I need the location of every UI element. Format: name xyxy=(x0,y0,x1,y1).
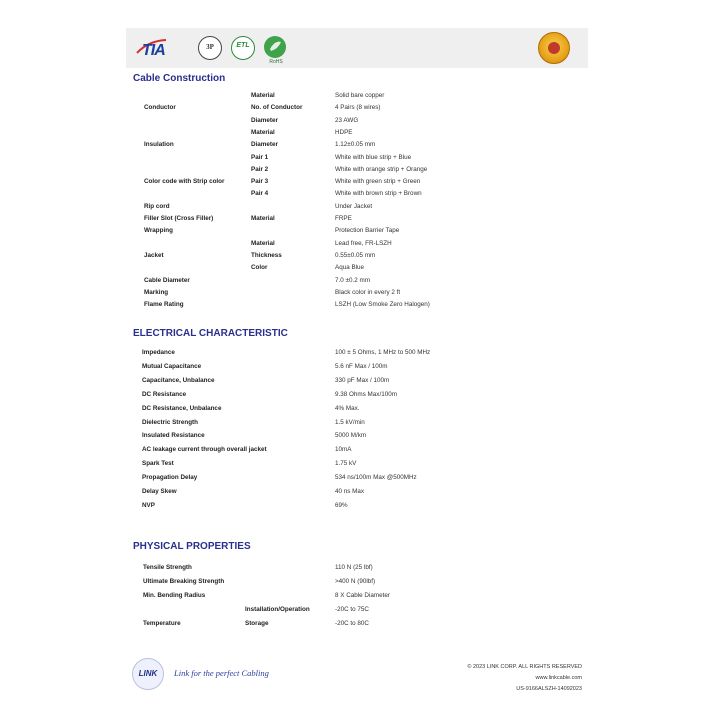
row-value: 1.12±0.05 mm xyxy=(335,141,376,149)
datasheet-page xyxy=(126,28,588,698)
rohs-icon xyxy=(264,36,286,58)
row-sub-label: Thickness xyxy=(251,251,282,259)
row-sub-label: Pair 1 xyxy=(251,153,269,161)
row-sub-label: Material xyxy=(251,92,275,99)
row-value: 23 AWG xyxy=(335,116,359,124)
link-logo xyxy=(132,658,164,690)
row-label: Insulation xyxy=(144,141,174,149)
row-sub-label: Installation/Operation xyxy=(245,605,310,613)
row-label: Tensile Strength xyxy=(143,564,192,571)
row-value: 4% Max. xyxy=(335,404,360,412)
header-band xyxy=(126,28,588,68)
row-label: DC Resistance, Unbalance xyxy=(142,404,222,412)
row-sub-label: Storage xyxy=(245,619,269,627)
row-value: Under Jacket xyxy=(335,202,373,210)
row-value: Solid bare copper xyxy=(335,92,385,99)
row-label: Jacket xyxy=(144,251,164,259)
row-value: 7.0 ±0.2 mm xyxy=(335,276,370,284)
third-party-badge xyxy=(198,36,222,60)
physical-title: PHYSICAL PROPERTIES xyxy=(133,541,251,552)
row-label: Wrapping xyxy=(144,227,173,235)
row-sub-label: Pair 3 xyxy=(251,178,269,186)
row-label: Temperature xyxy=(143,619,181,627)
row-label: Color code with Strip color xyxy=(144,178,225,186)
row-label: Mutual Capacitance xyxy=(142,362,202,370)
row-value: Aqua Blue xyxy=(335,264,365,272)
row-value: -20C to 80C xyxy=(335,619,369,627)
row-label: AC leakage current through overall jacket xyxy=(142,446,267,454)
row-value: -20C to 75C xyxy=(335,605,369,613)
row-label: Spark Test xyxy=(142,460,174,468)
electrical-title: ELECTRICAL CHARACTERISTIC xyxy=(133,328,288,339)
row-sub-label: No. of Conductor xyxy=(251,104,303,112)
row-label: Ultimate Breaking Strength xyxy=(143,577,225,585)
link-logo-text: LINK xyxy=(138,669,158,678)
row-sub-label: Diameter xyxy=(251,141,278,149)
row-value: LSZH (Low Smoke Zero Halogen) xyxy=(335,301,430,309)
third-party-badge-text: 3P xyxy=(206,43,214,51)
row-value: 9.38 Ohms Max/100m xyxy=(335,390,397,398)
row-value: Lead free, FR-LSZH xyxy=(335,239,392,247)
row-value: Black color in every 2 ft xyxy=(335,288,401,296)
row-value: 8 X Cable Diameter xyxy=(335,591,390,599)
row-value: 1.5 kV/min xyxy=(335,418,365,426)
row-value: White with orange strip + Orange xyxy=(335,165,428,173)
row-sub-label: Material xyxy=(251,239,275,247)
row-value: White with green strip + Green xyxy=(335,178,421,186)
tia-logo-text: TIA xyxy=(142,42,165,59)
row-label: Filler Slot (Cross Filler) xyxy=(144,215,214,222)
tia-logo xyxy=(136,37,182,59)
row-label: Flame Rating xyxy=(144,301,184,309)
rohs-label: RoHS xyxy=(269,59,283,65)
row-value: 534 ns/100m Max @500MHz xyxy=(335,474,417,482)
row-label: Insulated Resistance xyxy=(142,432,205,440)
row-value: White with blue strip + Blue xyxy=(335,153,412,161)
row-value: 110 N (25 lbf) xyxy=(335,564,373,571)
etl-badge-text: ETL xyxy=(236,42,250,49)
row-label: Rip cord xyxy=(144,202,170,210)
row-value: 40 ns Max xyxy=(335,488,365,495)
row-label: DC Resistance xyxy=(142,390,187,398)
row-value: 10mA xyxy=(335,446,352,454)
row-value: 69% xyxy=(335,501,348,509)
row-value: >400 N (90lbf) xyxy=(335,577,376,585)
row-value: White with brown strip + Brown xyxy=(335,190,422,198)
row-value: 1.75 kV xyxy=(335,460,357,468)
row-value: 5.6 nF Max / 100m xyxy=(335,362,388,370)
row-label: Cable Diameter xyxy=(144,276,190,284)
row-sub-label: Material xyxy=(251,128,275,136)
row-value: FRPE xyxy=(335,215,352,222)
etl-badge xyxy=(231,36,255,60)
row-sub-label: Pair 2 xyxy=(251,165,269,173)
document-code: US-9166ALSZH-14092023 xyxy=(516,686,582,692)
row-label: Capacitance, Unbalance xyxy=(142,376,215,384)
row-label: Delay Skew xyxy=(142,488,177,495)
row-value: 330 pF Max / 100m xyxy=(335,376,390,384)
website: www.linkcable.com xyxy=(535,675,582,681)
row-label: NVP xyxy=(142,501,155,509)
row-label: Marking xyxy=(144,288,169,296)
row-label: Conductor xyxy=(144,104,176,112)
row-label: Dielectric Strength xyxy=(142,418,198,426)
seal-center xyxy=(548,42,560,54)
quality-seal-icon xyxy=(538,32,570,64)
copyright: © 2023 LINK CORP. ALL RIGHTS RESERVED xyxy=(467,664,582,670)
row-value: 100 ± 5 Ohms, 1 MHz to 500 MHz xyxy=(335,349,431,356)
row-label: Impedance xyxy=(142,349,175,356)
cable-construction-title: Cable Construction xyxy=(133,73,226,84)
row-value: 0.55±0.05 mm xyxy=(335,251,376,259)
row-value: Protection Barrier Tape xyxy=(335,227,400,235)
row-sub-label: Color xyxy=(251,264,268,272)
row-sub-label: Pair 4 xyxy=(251,190,269,198)
row-value: 4 Pairs (8 wires) xyxy=(335,104,381,112)
row-label: Min. Bending Radius xyxy=(143,591,206,599)
tagline: Link for the perfect Cabling xyxy=(174,668,269,678)
row-value: HDPE xyxy=(335,128,353,136)
row-value: 5000 M/km xyxy=(335,432,367,440)
row-label: Propagation Delay xyxy=(142,474,198,482)
row-sub-label: Diameter xyxy=(251,116,278,124)
row-sub-label: Material xyxy=(251,215,275,222)
